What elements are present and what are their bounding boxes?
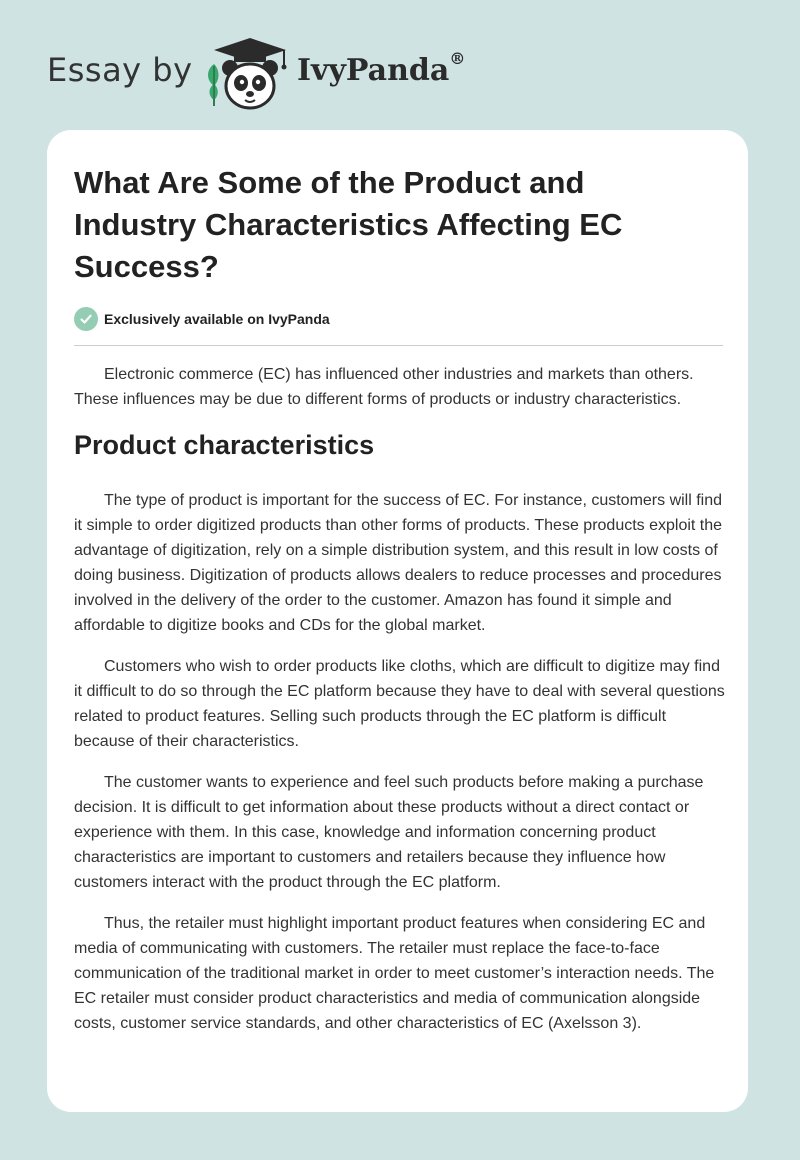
essay-body bbox=[74, 362, 726, 1052]
body-paragraph: The customer wants to experience and feel such products before making a purchase decision. It is difficult to get information about these products without a direct contact or experience with them. In this case, knowledge and information concerning product characteristics are important to customers and retailers because they influence how customers interact with the product through the EC platform. bbox=[74, 774, 704, 891]
registered-mark: ® bbox=[449, 49, 466, 68]
intro-paragraph: Electronic commerce (EC) has influenced other industries and markets than others. These influences may be due to different forms of products or industry characteristics. bbox=[74, 366, 694, 408]
brand-name[interactable]: IvyPanda® bbox=[297, 49, 466, 88]
divider bbox=[74, 345, 723, 346]
body-paragraph: Thus, the retailer must highlight important product features when considering EC and media of communicating with customers. The retailer must replace the face-to-face communication of the traditional market in order to meet customer’s interaction needs. The EC retailer must consider product characteristics and media of communication alongside costs, customer service standards, and other characteristics of EC (Axelsson 3). bbox=[74, 915, 715, 1032]
body-paragraph: Customers who wish to order products like cloths, which are difficult to digitize may find it difficult to do so through the EC platform because they have to deal with several questions related to product features. Selling such products through the EC platform is difficult because of their characteristics. bbox=[74, 658, 725, 750]
exclusive-badge bbox=[74, 306, 330, 332]
page-title: What Are Some of the Product and Industry Characteristics Affecting EC Success? bbox=[74, 165, 623, 284]
leaf-icon bbox=[208, 64, 219, 106]
panda-logo-icon[interactable] bbox=[202, 36, 292, 112]
essay-card bbox=[47, 130, 748, 1112]
essay-by-label: Essay by bbox=[47, 51, 193, 89]
check-circle-icon bbox=[74, 307, 98, 331]
body-paragraph: The type of product is important for the success of EC. For instance, customers will find it simple to order digitized products than other forms of products. These products exploit the advantage of digitization, rely on a simple distribution system, and this result in low costs of doing business. Digitization of products allows dealers to reduce processes and procedures involved in the delivery of the order to the customer. Amazon has found it simple and affordable to digitize books and CDs for the global market. bbox=[74, 492, 723, 634]
site-header bbox=[47, 36, 507, 116]
section-heading: Product characteristics bbox=[74, 430, 375, 460]
badge-label: Exclusively available on IvyPanda bbox=[104, 311, 330, 327]
